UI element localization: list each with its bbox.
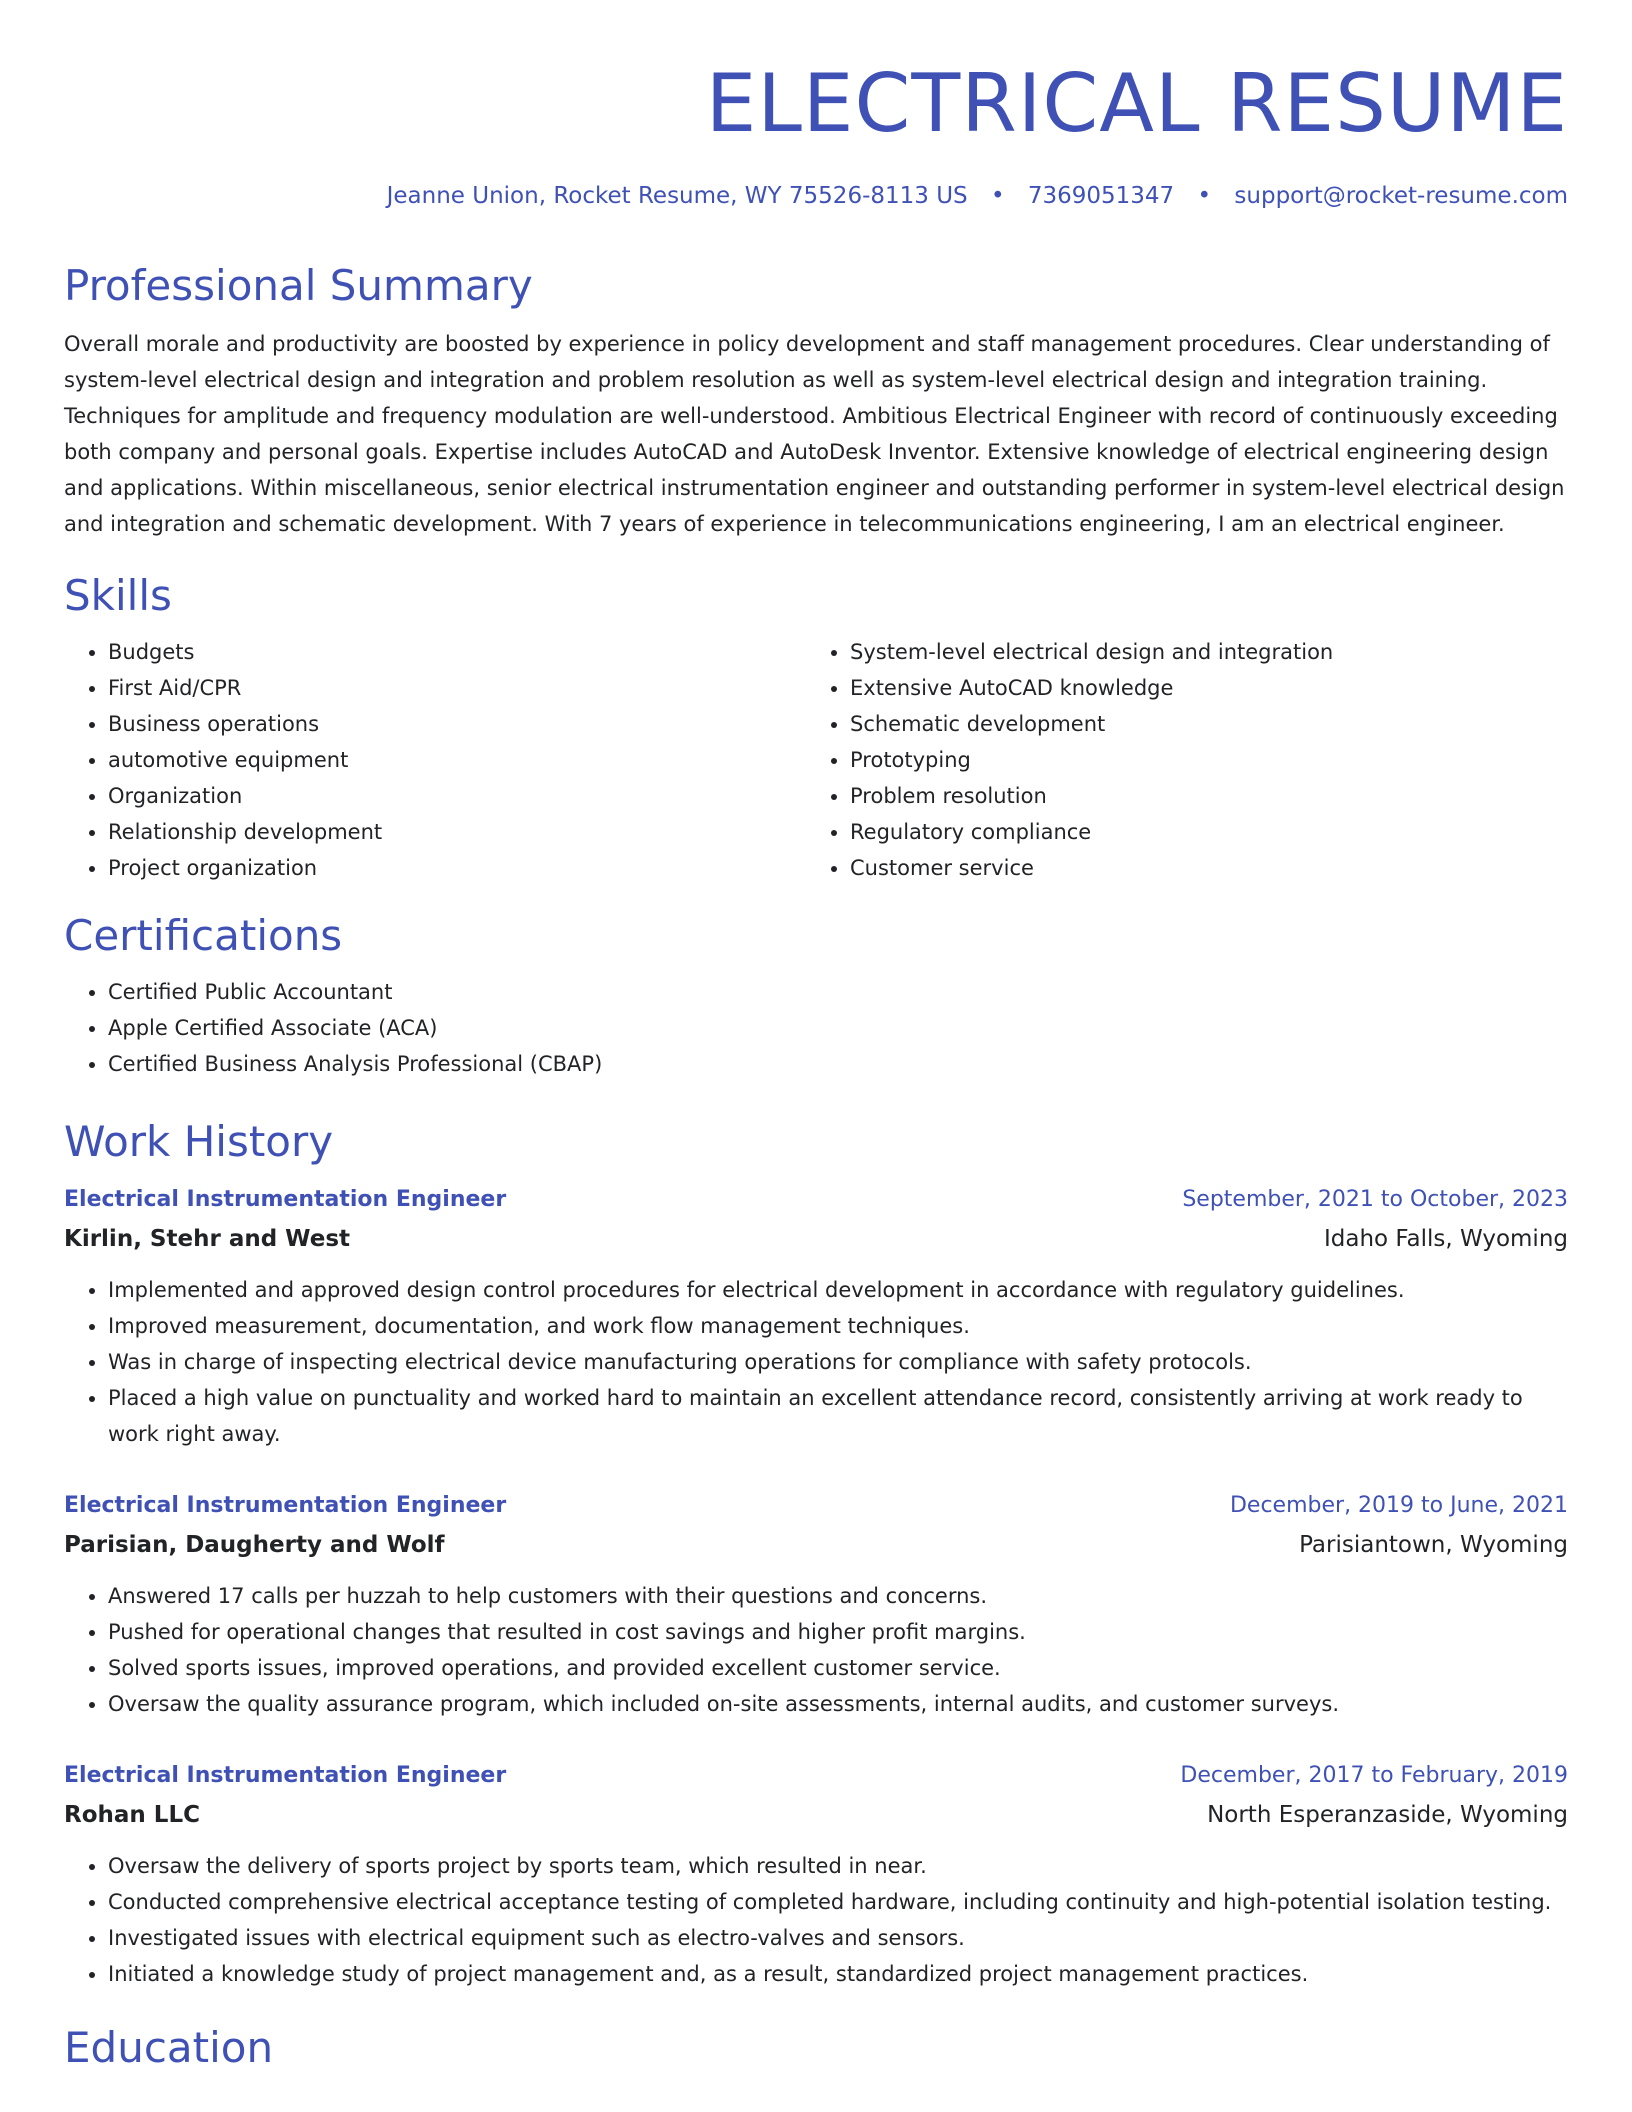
- job-header-row: [64, 1486, 1568, 1526]
- job-header-row: [64, 1756, 1568, 1796]
- skills-list-left: [64, 634, 806, 886]
- certifications-section: [64, 910, 1568, 1082]
- job-location: North Esperanzaside, Wyoming: [1207, 1802, 1568, 1828]
- skill-item: • Schematic development: [850, 706, 1548, 742]
- resume-page: [64, 0, 1568, 2074]
- job-title: Electrical Instrumentation Engineer: [64, 1187, 507, 1212]
- job-company-row: [64, 1796, 1568, 1834]
- skills-column-left: [64, 634, 806, 886]
- section-title: Education: [64, 2023, 274, 2072]
- skills-grid: [64, 634, 1568, 886]
- job-dates: December, 2019 to June, 2021: [1229, 1493, 1568, 1518]
- section-title: Skills: [64, 571, 172, 620]
- job-company-row: [64, 1526, 1568, 1564]
- job-bullets: [64, 1848, 1568, 1992]
- job-dates: September, 2021 to October, 2023: [1182, 1187, 1568, 1212]
- skill-item: • Customer service: [850, 850, 1548, 886]
- certifications-list: [64, 974, 1568, 1082]
- certification-item: • Apple Certified Associate (ACA): [108, 1010, 1568, 1046]
- job-company: Kirlin, Stehr and West: [64, 1226, 351, 1252]
- job-entry: [64, 1756, 1568, 1992]
- contact-address: Jeanne Union, Rocket Resume, WY 75526-8113 US: [386, 183, 968, 209]
- skill-item: • Organization: [108, 778, 806, 814]
- contact-separator: •: [990, 183, 1005, 209]
- job-title: Electrical Instrumentation Engineer: [64, 1763, 507, 1788]
- job-bullet: • Placed a high value on punctuality and worked hard to maintain an excellent attendance record, consistently arriving at work ready to work right away.: [108, 1380, 1568, 1452]
- certification-item: • Certified Business Analysis Professional (CBAP): [108, 1046, 1568, 1082]
- skill-item: • First Aid/CPR: [108, 670, 806, 706]
- skill-item: • automotive equipment: [108, 742, 806, 778]
- resume-title: ELECTRICAL RESUME: [705, 57, 1568, 150]
- job-bullet: • Answered 17 calls per huzzah to help customers with their questions and concerns.: [108, 1578, 1568, 1614]
- job-company: Rohan LLC: [64, 1802, 200, 1828]
- job-location: Idaho Falls, Wyoming: [1323, 1226, 1568, 1252]
- certification-item: • Certified Public Accountant: [108, 974, 1568, 1010]
- job-header-row: [64, 1180, 1568, 1220]
- job-bullet: • Conducted comprehensive electrical acceptance testing of completed hardware, including continuity and high-potential isolation testing.: [108, 1884, 1568, 1920]
- skill-item: • System-level electrical design and integration: [850, 634, 1548, 670]
- job-entry: [64, 1486, 1568, 1722]
- job-entry: [64, 1180, 1568, 1452]
- skill-item: • Extensive AutoCAD knowledge: [850, 670, 1548, 706]
- job-company: Parisian, Daugherty and Wolf: [64, 1532, 445, 1558]
- contact-email: support@rocket-resume.com: [1234, 183, 1568, 209]
- skills-column-right: [806, 634, 1548, 886]
- job-bullet: • Initiated a knowledge study of project management and, as a result, standardized project management practices.: [108, 1956, 1568, 1992]
- education-section: [64, 2022, 1568, 2074]
- job-bullet: • Improved measurement, documentation, and work flow management techniques.: [108, 1308, 1568, 1344]
- skill-item: • Project organization: [108, 850, 806, 886]
- job-bullet: • Pushed for operational changes that resulted in cost savings and higher profit margins.: [108, 1614, 1568, 1650]
- section-title: Certifications: [64, 911, 343, 960]
- job-bullets: [64, 1272, 1568, 1452]
- job-bullet: • Investigated issues with electrical equipment such as electro-valves and sensors.: [108, 1920, 1568, 1956]
- contact-line: [64, 180, 1568, 212]
- skills-list-right: [806, 634, 1548, 886]
- summary-text: Overall morale and productivity are boosted by experience in policy development and staff management procedures. Clear understanding of system-level electrical design and integration and problem resolution as well as system-level electrical design and integration training. Techniques for amplitude and frequency modulation are well-understood. Ambitious Electrical Engineer with record of continuously exceeding both company and personal goals. Expertise includes AutoCAD and AutoDesk Inventor. Extensive knowledge of electrical engineering design and applications. Within miscellaneous, senior electrical instrumentation engineer and outstanding performer in system-level electrical design and integration and schematic development. With 7 years of experience in telecommunications engineering, I am an electrical engineer.: [64, 332, 1565, 536]
- job-company-row: [64, 1220, 1568, 1258]
- section-title: Work History: [64, 1117, 334, 1166]
- skill-item: • Relationship development: [108, 814, 806, 850]
- skill-item: • Budgets: [108, 634, 806, 670]
- skills-section: [64, 570, 1568, 886]
- skill-item: • Business operations: [108, 706, 806, 742]
- skill-item: • Prototyping: [850, 742, 1548, 778]
- job-bullet: • Solved sports issues, improved operations, and provided excellent customer service.: [108, 1650, 1568, 1686]
- job-bullet: • Oversaw the quality assurance program, which included on-site assessments, internal audits, and customer surveys.: [108, 1686, 1568, 1722]
- contact-phone: 7369051347: [1027, 183, 1175, 209]
- job-bullet: • Oversaw the delivery of sports project by sports team, which resulted in near.: [108, 1848, 1568, 1884]
- job-bullet: • Implemented and approved design control procedures for electrical development in accordance with regulatory guidelines.: [108, 1272, 1568, 1308]
- contact-separator: •: [1197, 183, 1212, 209]
- skill-item: • Problem resolution: [850, 778, 1548, 814]
- skill-item: • Regulatory compliance: [850, 814, 1548, 850]
- section-title: Professional Summary: [64, 261, 533, 310]
- work-history-section: [64, 1116, 1568, 1992]
- job-dates: December, 2017 to February, 2019: [1180, 1763, 1568, 1788]
- job-title: Electrical Instrumentation Engineer: [64, 1493, 507, 1518]
- job-location: Parisiantown, Wyoming: [1299, 1532, 1568, 1558]
- job-bullet: • Was in charge of inspecting electrical device manufacturing operations for compliance with safety protocols.: [108, 1344, 1568, 1380]
- professional-summary-section: [64, 260, 1568, 542]
- job-bullets: [64, 1578, 1568, 1722]
